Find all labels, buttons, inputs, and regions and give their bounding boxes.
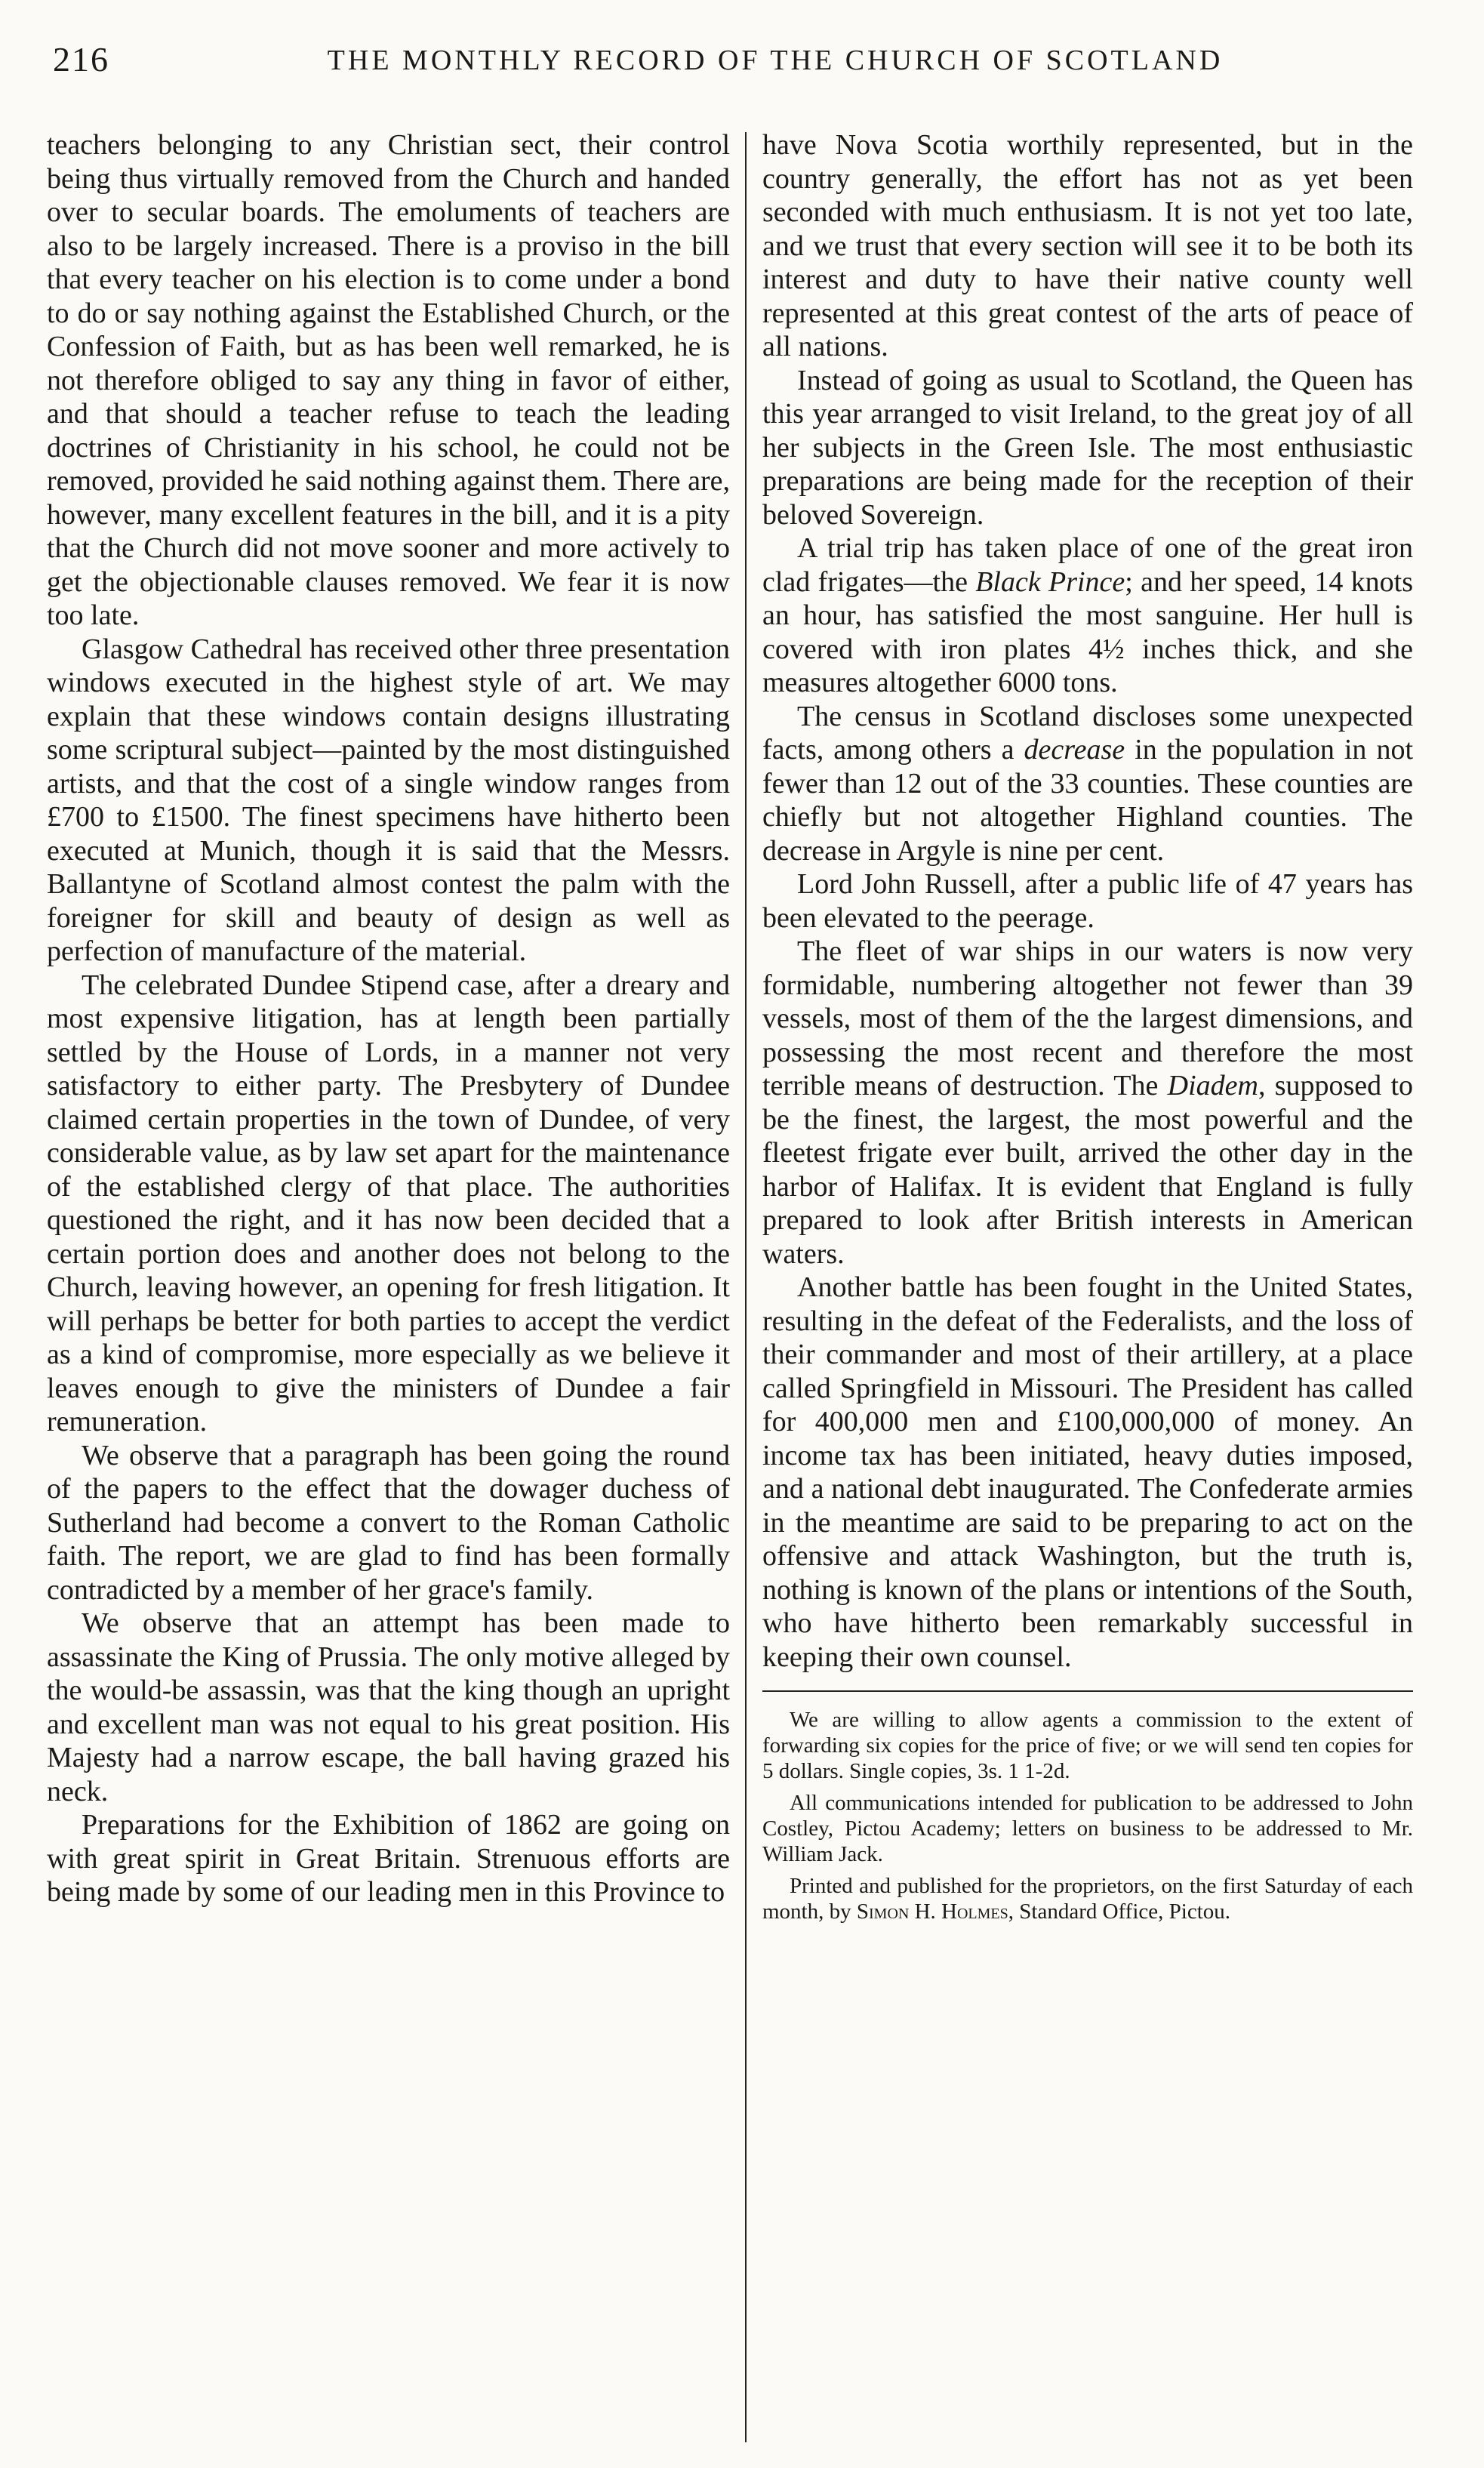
text-segment: , supposed to be the finest, the largest, the most powerful and the fleetest frigate ever built, arrived the other day in the harbor of Halifax. It is evident that England is fully prepared to look after British interests in American waters. — [762, 1070, 1414, 1270]
page-number: 216 — [53, 40, 109, 79]
ship-name: Black Prince — [975, 565, 1125, 598]
left-column — [47, 128, 730, 1909]
paragraph-dundee-stipend: The celebrated Dundee Stipend case, after a dreary and most expensive litigation, has at length been partially settled by the House of Lords, in a manner not very satisfactory to either party. The Presbytery of Dundee claimed certain properties in the town of Dundee, of very considerable value, as by law set apart for the maintenance of the established clergy of that place. The authorities questioned the right, and it has now been decided that a certain portion does and another does not belong to the Church, leaving however, an opening for fresh litigation. It will perhaps be better for both parties to accept the verdict as a kind of compromise, more especially as we believe it leaves enough to give the ministers of Dundee a fair remuneration. — [47, 969, 730, 1437]
paragraph-duchess-sutherland: We observe that a paragraph has been going the round of the papers to the effect that the dowager duchess of Sutherland had become a convert to the Roman Catholic faith. The report, we are glad to find has been formally contradicted by a member of her grace's family. — [47, 1439, 730, 1606]
emphasis-word: decrease — [1024, 734, 1125, 766]
paragraph-exhibition-1862: Preparations for the Exhibition of 1862 are going on with great spirit in Great Britain. Strenuous efforts are being made by some of our leading men in this Province to — [47, 1809, 730, 1908]
text-segment: ; and her speed, 14 knots an hour, has satisfied the most sanguine. Her hull is covered with iron plates 4½ inches thick, and she measures altogether 6000 tons. — [762, 565, 1413, 698]
paragraph-queen-ireland: Instead of going as usual to Scotland, the Queen has this year arranged to visit Ireland, to the great joy of all her subjects in the Green Isle. The most enthusiastic preparations are being made for the reception of their beloved Sovereign. — [762, 364, 1413, 531]
paragraph-united-states-battle: Another battle has been fought in the United States, resulting in the defeat of the Federalists, and the loss of their commander and most of their artillery, at a place called Springfield in Missouri. The President has called for 400,000 men and £100,000,000 of money. An income tax has been initiated, heavy duties imposed, and a national debt inaugurated. The Confederate armies in the meantime are said to be preparing to act on the offensive and attack Washington, but the truth is, nothing is known of the plans or intentions of the South, who have hitherto been remarkably successful in keeping their own counsel. — [762, 1271, 1413, 1673]
notice-divider — [762, 1690, 1413, 1692]
newspaper-page — [47, 23, 1413, 2446]
column-divider — [745, 132, 747, 2442]
paragraph-nova-scotia: have Nova Scotia worthily represented, but in the country generally, the effort has not as yet been seconded with much enthusiasm. It is not yet too late, and we trust that every section will see it to be both its interest and duty to have their native county well represented at this great contest of the arts of peace of all nations. — [762, 129, 1413, 362]
paragraph-teachers-bill: teachers belonging to any Christian sect, their control being thus virtually removed from the Church and handed over to secular boards. The emoluments of teachers are also to be largely increased. There is a proviso in the bill that every teacher on his election is to come under a bond to do or say nothing against the Established Church, or the Confession of Faith, but as has been well remarked, he is not therefore obliged to say any thing in favor of either, and that should a teacher refuse to teach the leading doctrines of Christianity in his school, he could not be removed, provided he said nothing against them. There are, however, many excellent features in the bill, and it is a pity that the Church did not move sooner and more actively to get the objectionable clauses removed. We fear it is now too late. — [47, 129, 730, 631]
running-title: THE MONTHLY RECORD OF THE CHURCH OF SCOTLAND — [327, 45, 1224, 76]
paragraph-king-of-prussia: We observe that an attempt has been made to assassinate the King of Prussia. The only motive alleged by the would-be assassin, was that the king though an upright and excellent man was not equal to his great position. His Majesty had a narrow escape, the ball having grazed his neck. — [47, 1607, 730, 1807]
text-segment: The census in Scotland discloses some unexpected facts, among others a — [762, 700, 1413, 766]
printer-name: Simon H. Holmes — [856, 1900, 1008, 1924]
paragraph-war-fleet — [762, 935, 1413, 1271]
notice-imprint — [762, 1873, 1413, 1924]
right-column — [762, 128, 1413, 1924]
notice-agents: We are willing to allow agents a commission to the extent of forwarding six copies for the price of five; or we will send ten copies for 5 dollars. Single copies, 3s. 1 1-2d. — [762, 1708, 1413, 1783]
text-segment: Printed and published for the proprietors, on the first Saturday of each month, by — [762, 1874, 1413, 1924]
paragraph-iron-frigate — [762, 531, 1413, 700]
paragraph-glasgow-cathedral: Glasgow Cathedral has received other three presentation windows executed in the highest style of art. We may explain that these windows contain designs illustrating some scriptural subject—painted by the most distinguished artists, and that the cost of a single window ranges from £700 to £1500. The finest specimens have hitherto been executed at Munich, though it is said that the Messrs. Ballantyne of Scotland almost contest the palm with the foreigner for skill and beauty of design as well as perfection of manufacture of the material. — [47, 633, 730, 967]
paragraph-lord-russell: Lord John Russell, after a public life of 47 years has been elevated to the peerage. — [762, 868, 1413, 934]
paragraph-census — [762, 700, 1413, 868]
text-segment: , Standard Office, Pictou. — [1008, 1900, 1230, 1924]
text-segment: The fleet of war ships in our waters is now very formidable, numbering altogether not fewer than 39 vessels, most of them of the the largest dimensions, and possessing the most recent and therefore the most terrible means of destruction. The — [762, 935, 1413, 1102]
text-segment: A trial trip has taken place of one of the great iron clad frigates—the — [762, 532, 1413, 598]
notice-communications: All communications intended for publication to be addressed to John Costley, Pictou Academy; letters on business to be addressed to Mr. William Jack. — [762, 1791, 1413, 1866]
ship-name: Diadem — [1167, 1070, 1258, 1102]
running-head — [47, 23, 1413, 91]
text-segment: in the population in not fewer than 12 out of the 33 counties. These counties are chiefly but not altogether Highland counties. The decrease in Argyle is nine per cent. — [762, 734, 1414, 867]
publisher-notices — [762, 1707, 1413, 1924]
